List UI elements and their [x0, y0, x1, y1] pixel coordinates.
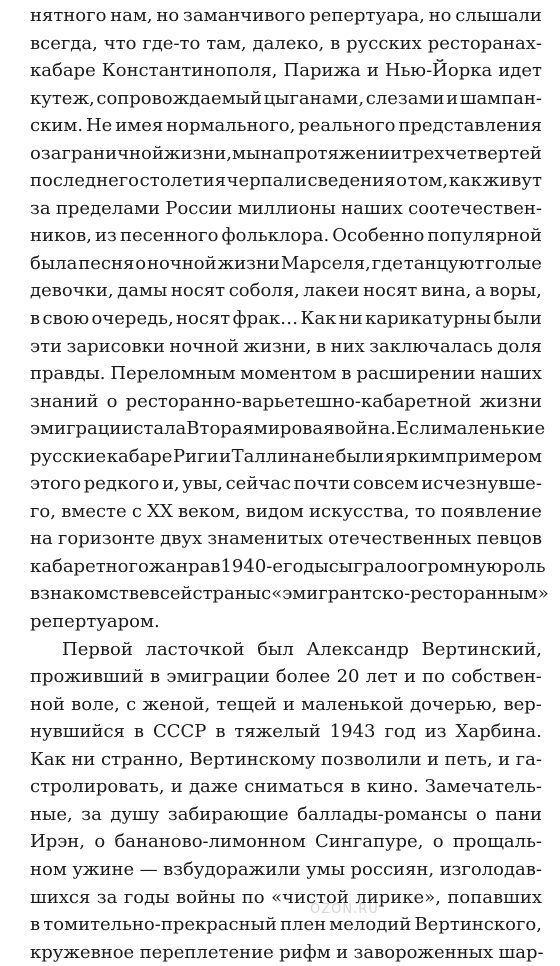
body-text — [30, 2, 549, 966]
text-line: ном ужине — взбудоражили умы россиян, изголодав- — [30, 858, 542, 880]
text-line: кутеж, сопровождаемый цыганами, слезами и шампан- — [30, 87, 542, 109]
text-line: в знакомстве всей страны с «эмигрантско-ресторанным» — [30, 583, 549, 605]
text-line: правды. Переломным моментом в расширении наших — [30, 363, 542, 385]
text-line: го, вместе с XX веком, видом искусства, то появление — [30, 500, 542, 522]
text-line: была песня о ночной жизни Марселя, где танцуют голые — [30, 252, 542, 274]
text-line: в томительно-прекрасный плен мелодий Вертинского, — [30, 914, 542, 936]
text-line: последнего столетия черпали сведения о том, как живут — [30, 170, 542, 192]
text-line: нувшийся в СССР в тяжелый 1943 год из Харбина. — [30, 721, 542, 743]
text-line: знаний о ресторанно-варьетешно-кабаретной жизни — [30, 390, 542, 412]
text-line: в свою очередь, носят фрак… Как ни карикатурны были — [30, 308, 542, 330]
text-line: эти зарисовки ночной жизни, в них заключалась доля — [30, 335, 542, 357]
text-line: кабаретного жанра в 1940-е годы сыграло огромную роль — [30, 555, 546, 577]
text-line: проживший в эмиграции более 20 лет и по собствен- — [30, 666, 542, 688]
text-line: девочки, дамы носят соболя, лакеи носят вина, а воры, — [30, 280, 542, 302]
text-line: Ирэн, о бананово-лимонном Сингапуре, о прощаль- — [30, 831, 542, 853]
text-line: ским. Не имея нормального, реального представления — [30, 115, 542, 137]
text-line: Первой ласточкой был Александр Вертинский, — [62, 638, 542, 660]
text-line: кабаре Константинополя, Парижа и Нью-Йорка идет — [30, 60, 542, 82]
text-line: шихся за годы войны по «чистой лирике», попавших — [30, 886, 542, 908]
text-line: на горизонте двух знаменитых отечественных певцов — [30, 528, 542, 550]
text-line: репертуаром. — [30, 611, 160, 633]
text-line: стролировать, и даже сниматься в кино. Замечатель- — [30, 776, 542, 798]
ozon-watermark: OZON.RU — [310, 902, 379, 917]
text-line: ников, из песенного фольклора. Особенно популярной — [30, 225, 542, 247]
text-line: этого редкого и, увы, сейчас почти совсем исчезнувше- — [30, 473, 542, 495]
text-line: ные, за душу забирающие баллады-романсы о пани — [30, 803, 542, 825]
text-line: за пределами России миллионы наших соотечествен- — [30, 197, 542, 219]
text-line: всегда, что где-то там, далеко, в русских ресторанах- — [30, 32, 542, 54]
text-line: кружевное переплетение рифм и завороженных шар- — [30, 941, 544, 963]
text-line: о заграничной жизни, мы на протяжении трех четвертей — [30, 142, 542, 164]
text-line: русские кабаре Риги и Таллина не были ярким примером — [30, 445, 542, 467]
text-line: ной воле, с женой, тещей и маленькой дочерью, вер- — [30, 693, 542, 715]
text-line: нятного нам, но заманчивого репертуара, но слышали — [30, 5, 542, 26]
text-line: Как ни странно, Вертинскому позволили и петь, и га- — [30, 748, 542, 770]
text-line: эмиграции стала Вторая мировая война. Если маленькие — [30, 418, 546, 440]
